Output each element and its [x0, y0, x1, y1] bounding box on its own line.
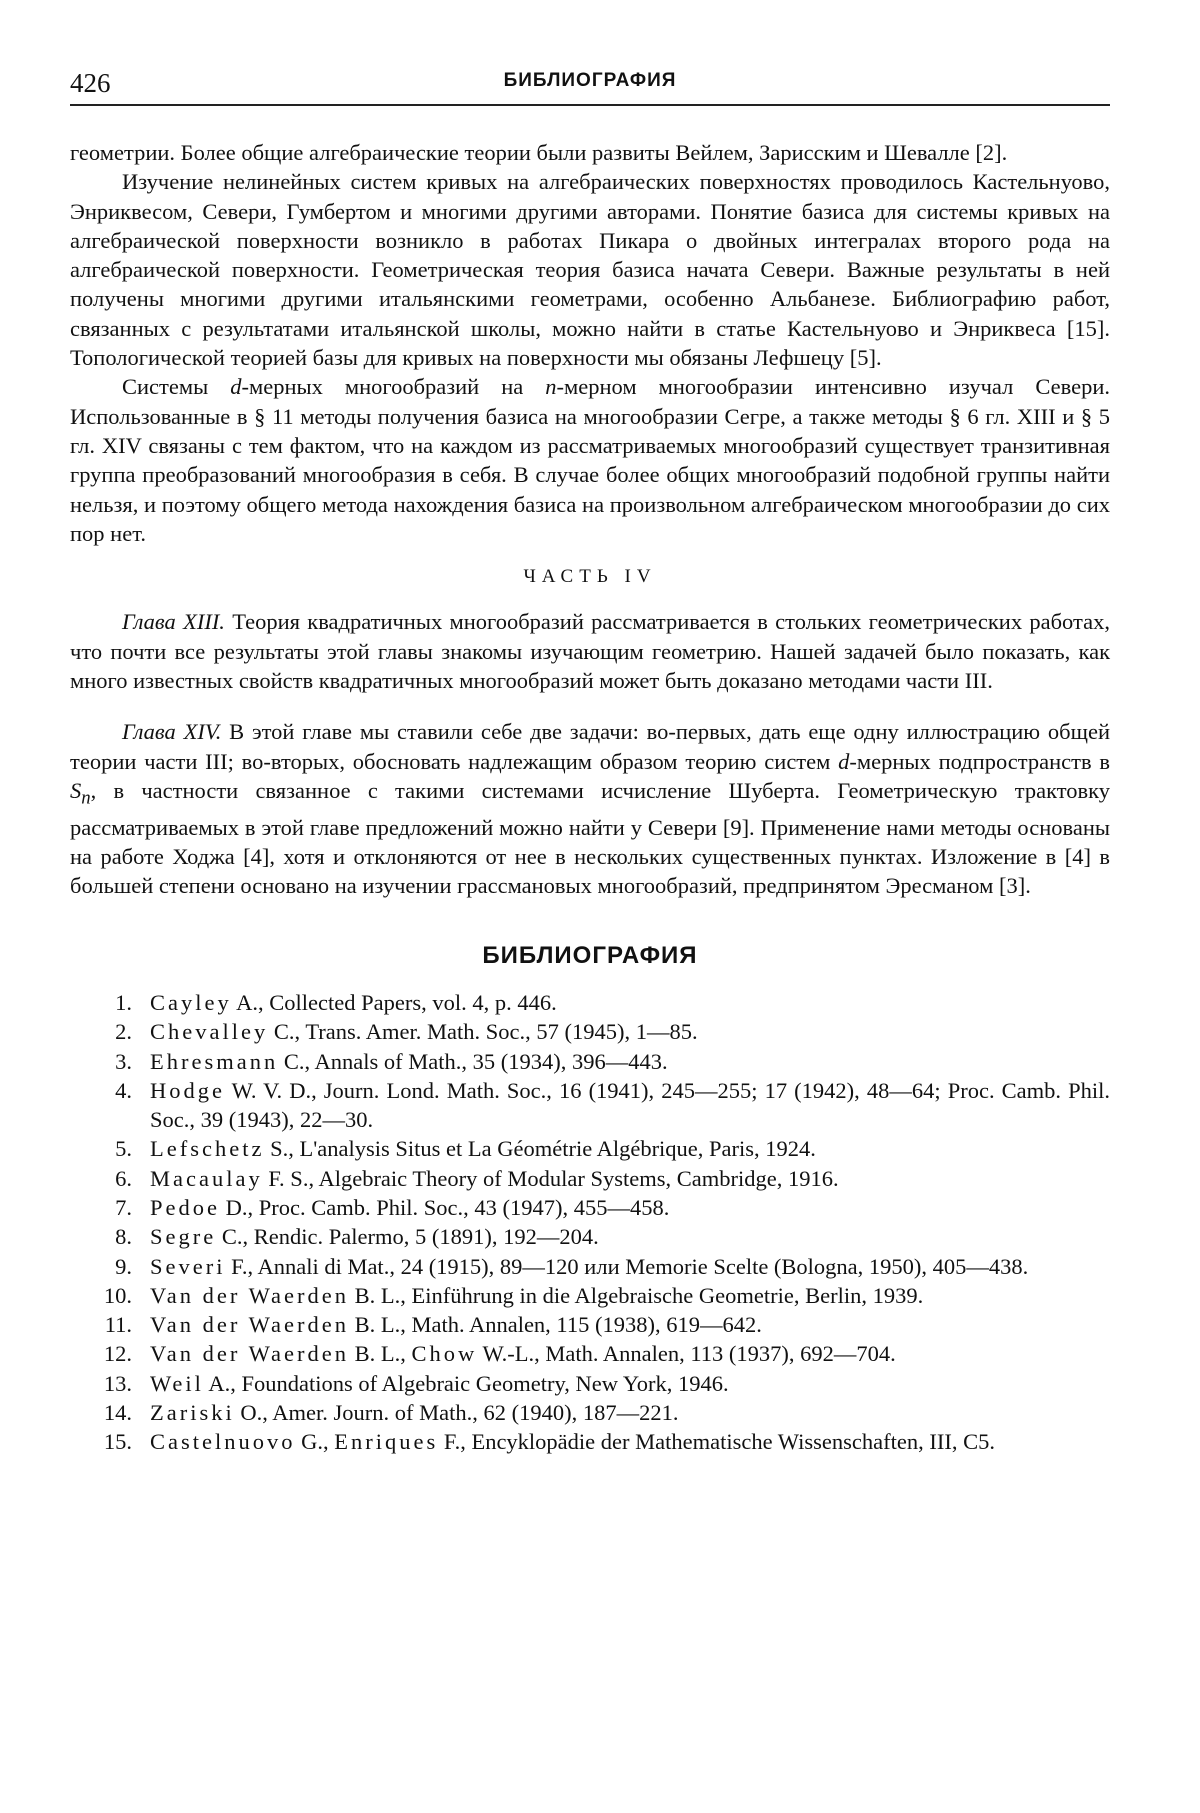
math-symbol: d — [230, 374, 241, 399]
chapter-note: Глава XIII. Теория квадратичных многообразий рассматривается в стольких геометрических работах, что почти все результаты этой главы знакомы изучающим геометрию. Нашей задачей было показать, как много известных свойств квадратичных многообразий может быть доказано методами части III. — [70, 607, 1110, 695]
ref-author: Macaulay — [150, 1166, 263, 1191]
ref-author: Hodge — [150, 1078, 225, 1103]
main-text — [70, 138, 1110, 1457]
list-item: 4. Hodge W. V. D., Journ. Lond. Math. Soc., 16 (1941), 245—255; 17 (1942), 48—64; Proc. Camb. Phil. Soc., 39 (1943), 22—30. — [70, 1076, 1110, 1135]
ref-author: Van der Waerden — [150, 1312, 349, 1337]
ref-author: Lefschetz — [150, 1136, 264, 1161]
ref-author: Castelnuovo — [150, 1429, 296, 1454]
ref-author: Van der Waerden — [150, 1341, 349, 1366]
page-number: 426 — [70, 68, 111, 99]
math-symbol: S — [70, 778, 81, 803]
list-item: 14. Zariski O., Amer. Journ. of Math., 62 (1940), 187—221. — [70, 1398, 1110, 1427]
ref-author: Pedoe — [150, 1195, 220, 1220]
ref-author: Segre — [150, 1224, 216, 1249]
bibliography-list — [70, 988, 1110, 1457]
page-header — [70, 60, 1110, 106]
list-item: 6. Macaulay F. S., Algebraic Theory of Modular Systems, Cambridge, 1916. — [70, 1164, 1110, 1193]
list-item: 12. Van der Waerden B. L., Chow W.-L., Math. Annalen, 113 (1937), 692—704. — [70, 1339, 1110, 1368]
chapter-label: Глава XIII. — [122, 609, 225, 634]
chapter-note: Глава XIV. В этой главе мы ставили себе две задачи: во-первых, дать еще одну иллюстрацию общей теории части III; во-вторых, обосновать надлежащим образом теорию систем d-мерных подпространств в Sn, в частности связанное с такими системами исчисление Шуберта. Геометрическую трактовку рассматриваемых в этой главе предложений можно найти у Севери [9]. Применение нами методы основаны на работе Ходжа [4], хотя и отклоняются от нее в нескольких существенных пунктах. Изложение в [4] в большей степени основано на изучении грассмановых многообразий, предпринятом Эресманом [3]. — [70, 717, 1110, 900]
bibliography-heading: БИБЛИОГРАФИЯ — [70, 941, 1110, 970]
list-item: 1. Cayley A., Collected Papers, vol. 4, p. 446. — [70, 988, 1110, 1017]
paragraph: Системы d-мерных многообразий на n-мерном многообразии интенсивно изучал Севери. Использованные в § 11 методы получения базиса на многообразии Сегре, а также методы § 6 гл. XIII и § 5 гл. XIV связаны с тем фактом, что на каждом из рассматриваемых многообразий существует транзитивная группа преобразований многообразия в себя. В случае более общих многообразий подобной группы найти нельзя, и поэтому общего метода нахождения базиса на произвольном алгебраическом многообразии до сих пор нет. — [70, 372, 1110, 548]
ref-author: Van der Waerden — [150, 1283, 349, 1308]
spacer — [70, 695, 1110, 717]
list-item: 13. Weil A., Foundations of Algebraic Geometry, New York, 1946. — [70, 1369, 1110, 1398]
list-item: 8. Segre C., Rendic. Palermo, 5 (1891), 192—204. — [70, 1222, 1110, 1251]
ref-author: Zariski — [150, 1400, 235, 1425]
book-page — [0, 0, 1200, 1813]
math-subscript: n — [81, 787, 90, 808]
list-item: 5. Lefschetz S., L'analysis Situs et La Géométrie Algébrique, Paris, 1924. — [70, 1134, 1110, 1163]
list-item: 10. Van der Waerden B. L., Einführung in die Algebraische Geometrie, Berlin, 1939. — [70, 1281, 1110, 1310]
list-item: 15. Castelnuovo G., Enriques F., Encyklopädie der Mathematische Wissenschaften, III, C5. — [70, 1427, 1110, 1456]
paragraph: геометрии. Более общие алгебраические теории были развиты Вейлем, Зарисским и Шевалле [2]. — [70, 138, 1110, 167]
running-title: БИБЛИОГРАФИЯ — [70, 70, 1110, 92]
ref-author: Chow — [411, 1341, 477, 1366]
ref-author: Ehresmann — [150, 1049, 278, 1074]
list-item: 7. Pedoe D., Proc. Camb. Phil. Soc., 43 (1947), 455—458. — [70, 1193, 1110, 1222]
math-symbol: d — [838, 749, 849, 774]
list-item: 2. Chevalley C., Trans. Amer. Math. Soc., 57 (1945), 1—85. — [70, 1017, 1110, 1046]
ref-author: Weil — [150, 1371, 204, 1396]
list-item: 9. Severi F., Annali di Mat., 24 (1915), 89—120 или Memorie Scelte (Bologna, 1950), 405—438. — [70, 1252, 1110, 1281]
chapter-label: Глава XIV. — [122, 719, 221, 744]
ref-author: Enriques — [334, 1429, 438, 1454]
ref-author: Cayley — [150, 990, 232, 1015]
paragraph: Изучение нелинейных систем кривых на алгебраических поверхностях проводилось Кастельнуово, Энриквесом, Севери, Гумбертом и многими другими авторами. Понятие базиса для системы кривых на алгебраической поверхности возникло в работах Пикара о двойных интегралах второго рода на алгебраической поверхности. Геометрическая теория базиса начата Севери. Важные результаты в ней получены многими другими итальянскими геометрами, особенно Альбанезе. Библиографию работ, связанных с результатами итальянской школы, можно найти в статье Кастельнуово и Энриквеса [15]. Топологической теорией базы для кривых на поверхности мы обязаны Лефшецу [5]. — [70, 167, 1110, 372]
part-heading: ЧАСТЬ IV — [70, 562, 1110, 591]
math-symbol: n — [545, 374, 556, 399]
ref-author: Severi — [150, 1254, 225, 1279]
ref-author: Chevalley — [150, 1019, 268, 1044]
list-item: 11. Van der Waerden B. L., Math. Annalen, 115 (1938), 619—642. — [70, 1310, 1110, 1339]
list-item: 3. Ehresmann C., Annals of Math., 35 (1934), 396—443. — [70, 1047, 1110, 1076]
